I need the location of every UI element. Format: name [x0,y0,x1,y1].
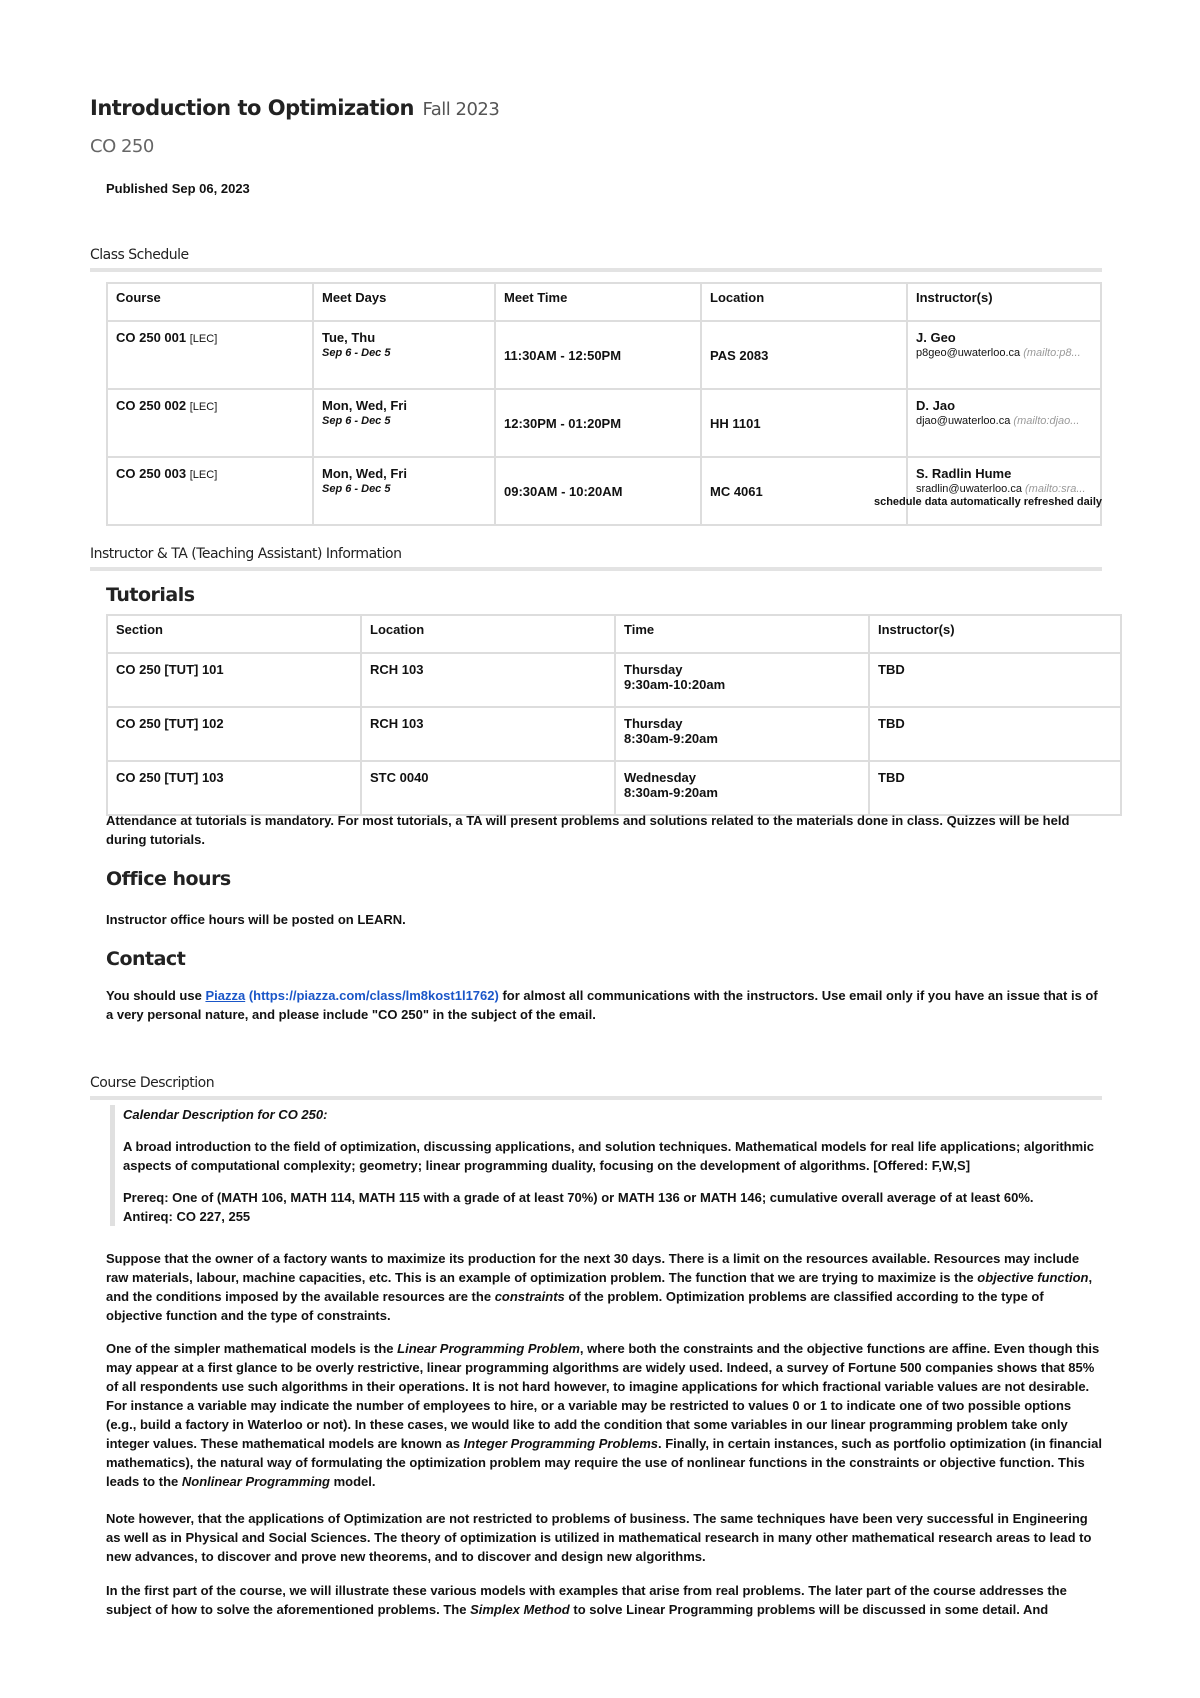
prereq-text [123,1188,1115,1226]
instructor-cell [907,389,1101,457]
paragraph-text: to solve Linear Programming problems will be discussed in some detail. And [573,1602,1049,1617]
paragraph-text: . Finally, in certain instances, such as portfolio optimization (in financial mathematics), the natural way of formulating the optimization problem may require the use of nonlinear functions in the constraints or objective function. This leads to the [106,1436,1102,1489]
instructor-cell: TBD [869,653,1121,707]
location-cell: MC 4061 [701,457,907,525]
section-cell: CO 250 [TUT] 102 [107,707,361,761]
section-code: CO 250 002 [116,398,187,413]
contact-text [106,986,1102,1024]
meet-time-cell: 09:30AM - 10:20AM [495,457,701,525]
table-row [107,321,1101,389]
table-row [107,707,1121,761]
description-paragraph: Note however, that the applications of Optimization are not restricted to problems of business. The same techniques have been very successful in Engineering as well as in Physical and Social Sciences. The theory of optimization is utilized in mathematical research in many other mathematical research areas to lead to new advances, to discover and prove new theorems, and to discover and design new algorithms. [106,1511,1092,1564]
section-type: [LEC] [189,469,218,481]
course-description-heading: Course Description [90,1075,1102,1100]
instructor-cell [907,321,1101,389]
meet-time-cell: 11:30AM - 12:50PM [495,321,701,389]
paragraph-emphasis: objective function [977,1270,1089,1285]
paragraph-emphasis: constraints [494,1289,565,1304]
description-paragraph [106,1581,1102,1619]
course-title: Introduction to Optimization [90,96,414,120]
column-header: Location [701,283,907,321]
table-row [107,457,1101,525]
meet-days-cell [313,321,495,389]
contact-text-end: for almost all communications with the instructors. Use email only if you have an issue that is of a very personal nature, and please include "CO 250" in the subject of the email. [106,988,1098,1022]
calendar-description-title: Calendar Description for CO 250: [123,1107,328,1122]
paragraph-text: , and the conditions imposed by the available resources are the [106,1270,1093,1304]
table-header-row [107,283,1101,321]
section-code: CO 250 003 [116,466,187,481]
section-cell: CO 250 [TUT] 101 [107,653,361,707]
piazza-link[interactable]: Piazza [205,988,246,1003]
date-range: Sep 6 - Dec 5 [322,347,391,359]
table-row [107,653,1121,707]
attendance-text: Attendance at tutorials is mandatory. For most tutorials, a TA will present problems and solutions related to the materials done in class. Quizzes will be held during tutorials. [106,813,1070,847]
calendar-description-block [110,1105,1115,1226]
location-cell: STC 0040 [361,761,615,815]
instructor-cell: TBD [869,707,1121,761]
antireq-line: Antireq: CO 227, 255 [123,1209,251,1224]
course-cell [107,457,313,525]
instructor-email-link[interactable]: djao@uwaterloo.ca [916,415,1011,427]
meet-time-cell: 12:30PM - 01:20PM [495,389,701,457]
office-hours-heading: Office hours [106,868,231,890]
tutorial-day: Thursday [624,662,683,677]
location-cell: HH 1101 [701,389,907,457]
column-header: Section [107,615,361,653]
course-cell [107,389,313,457]
contact-text-start: You should use [106,988,202,1003]
meet-days-cell [313,389,495,457]
paragraph-text: of the problem. Optimization problems are classified according to the type of objective function and the type of constraints. [106,1289,1044,1323]
piazza-url[interactable]: (https://piazza.com/class/lm8kost1l1762) [248,988,499,1003]
meet-days-cell [313,457,495,525]
paragraph-emphasis: Nonlinear Programming [181,1474,330,1489]
time-cell [615,653,869,707]
mailto-text: (mailto:sra... [1025,483,1086,495]
section-cell: CO 250 [TUT] 103 [107,761,361,815]
paragraph-emphasis: Simplex Method [470,1602,570,1617]
schedule-refresh-note: schedule data automatically refreshed daily [873,496,1102,508]
paragraph-emphasis: Integer Programming Problems [463,1436,658,1451]
paragraph-text: , where both the constraints and the objective functions are affine. Even though this may appear at a first glance to be overly restrictive, linear programming algorithms are widely used. Indeed, a survey of Fortune 500 companies shows that 85% of all respondents use such algorithms in their operations. It is not hard however, to imagine applications for which fractional variable values are not desirable. For instance a variable may indicate the number of employees to hire, or a variable may be restricted to values 0 or 1 to indicate one of two possible options (e.g., build a factory in Waterloo or not). In these cases, we would like to add the condition that some variables in our linear programming problem take only integer values. These mathematical models are known as [106,1341,1100,1451]
mailto-text: (mailto:djao... [1013,415,1080,427]
description-paragraph [106,1339,1102,1491]
time-cell [615,707,869,761]
class-schedule-table [106,282,1102,526]
published-date: Published Sep 06, 2023 [106,181,250,196]
tutorial-day: Wednesday [624,770,697,785]
time-cell [615,761,869,815]
description-paragraph [106,1249,1102,1325]
course-title-block [90,96,499,120]
instructor-email-link[interactable]: sradlin@uwaterloo.ca [916,483,1022,495]
meet-days: Mon, Wed, Fri [322,466,407,481]
column-header: Course [107,283,313,321]
course-term: Fall 2023 [422,99,500,120]
office-hours-text: Instructor office hours will be posted on LEARN. [106,912,406,927]
column-header: Time [615,615,869,653]
tutorial-day: Thursday [624,716,683,731]
paragraph-emphasis: Linear Programming Problem [397,1341,580,1356]
tutorial-time: 8:30am-9:20am [624,785,718,800]
paragraph-text: Suppose that the owner of a factory wants to maximize its production for the next 30 days. There is a limit on the resources available. Resources may include raw materials, labour, machine capacities, etc. This is an example of optimization problem. The function that we are trying to maximize is the [106,1251,1080,1285]
table-row [107,389,1101,457]
instructor-name: J. Geo [916,330,956,345]
location-cell: RCH 103 [361,653,615,707]
instructor-ta-heading: Instructor & TA (Teaching Assistant) Information [90,546,1102,571]
section-type: [LEC] [189,333,218,345]
contact-heading: Contact [106,948,186,970]
instructor-name: D. Jao [916,398,956,413]
prereq-line: Prereq: One of (MATH 106, MATH 114, MATH 115 with a grade of at least 70%) or MATH 136 or MATH 146; cumulative overall average of at least 60%. [123,1190,1034,1205]
tutorials-heading: Tutorials [106,584,195,606]
calendar-description-text: A broad introduction to the field of optimization, discussing applications, and solution techniques. Mathematical models for real life applications; algorithmic aspects of computational complexity; geometry; linear programming duality, focusing on the development of algorithms. [Offered: F,W,S] [123,1139,1095,1173]
tutorial-time: 9:30am-10:20am [624,677,726,692]
paragraph-text: One of the simpler mathematical models is the [106,1341,394,1356]
column-header: Meet Time [495,283,701,321]
meet-days: Mon, Wed, Fri [322,398,407,413]
mailto-text: (mailto:p8... [1023,347,1081,359]
location-cell: PAS 2083 [701,321,907,389]
class-schedule-heading: Class Schedule [90,247,1102,272]
course-code: CO 250 [90,136,154,157]
course-cell [107,321,313,389]
date-range: Sep 6 - Dec 5 [322,415,391,427]
paragraph-text: model. [333,1474,376,1489]
column-header: Location [361,615,615,653]
tutorials-table [106,614,1122,816]
section-code: CO 250 001 [116,330,187,345]
date-range: Sep 6 - Dec 5 [322,483,391,495]
tutorial-time: 8:30am-9:20am [624,731,718,746]
column-header: Instructor(s) [869,615,1121,653]
instructor-email-link[interactable]: p8geo@uwaterloo.ca [916,347,1021,359]
section-type: [LEC] [189,401,218,413]
instructor-name: S. Radlin Hume [916,466,1012,481]
paragraph-text: In the first part of the course, we will illustrate these various models with examples that arise from real problems. The later part of the course addresses the subject of how to solve the aforementioned problems. The [106,1583,1067,1617]
instructor-cell: TBD [869,761,1121,815]
column-header: Meet Days [313,283,495,321]
instructor-cell [907,457,1101,525]
location-cell: RCH 103 [361,707,615,761]
column-header: Instructor(s) [907,283,1101,321]
table-header-row [107,615,1121,653]
table-row [107,761,1121,815]
meet-days: Tue, Thu [322,330,376,345]
